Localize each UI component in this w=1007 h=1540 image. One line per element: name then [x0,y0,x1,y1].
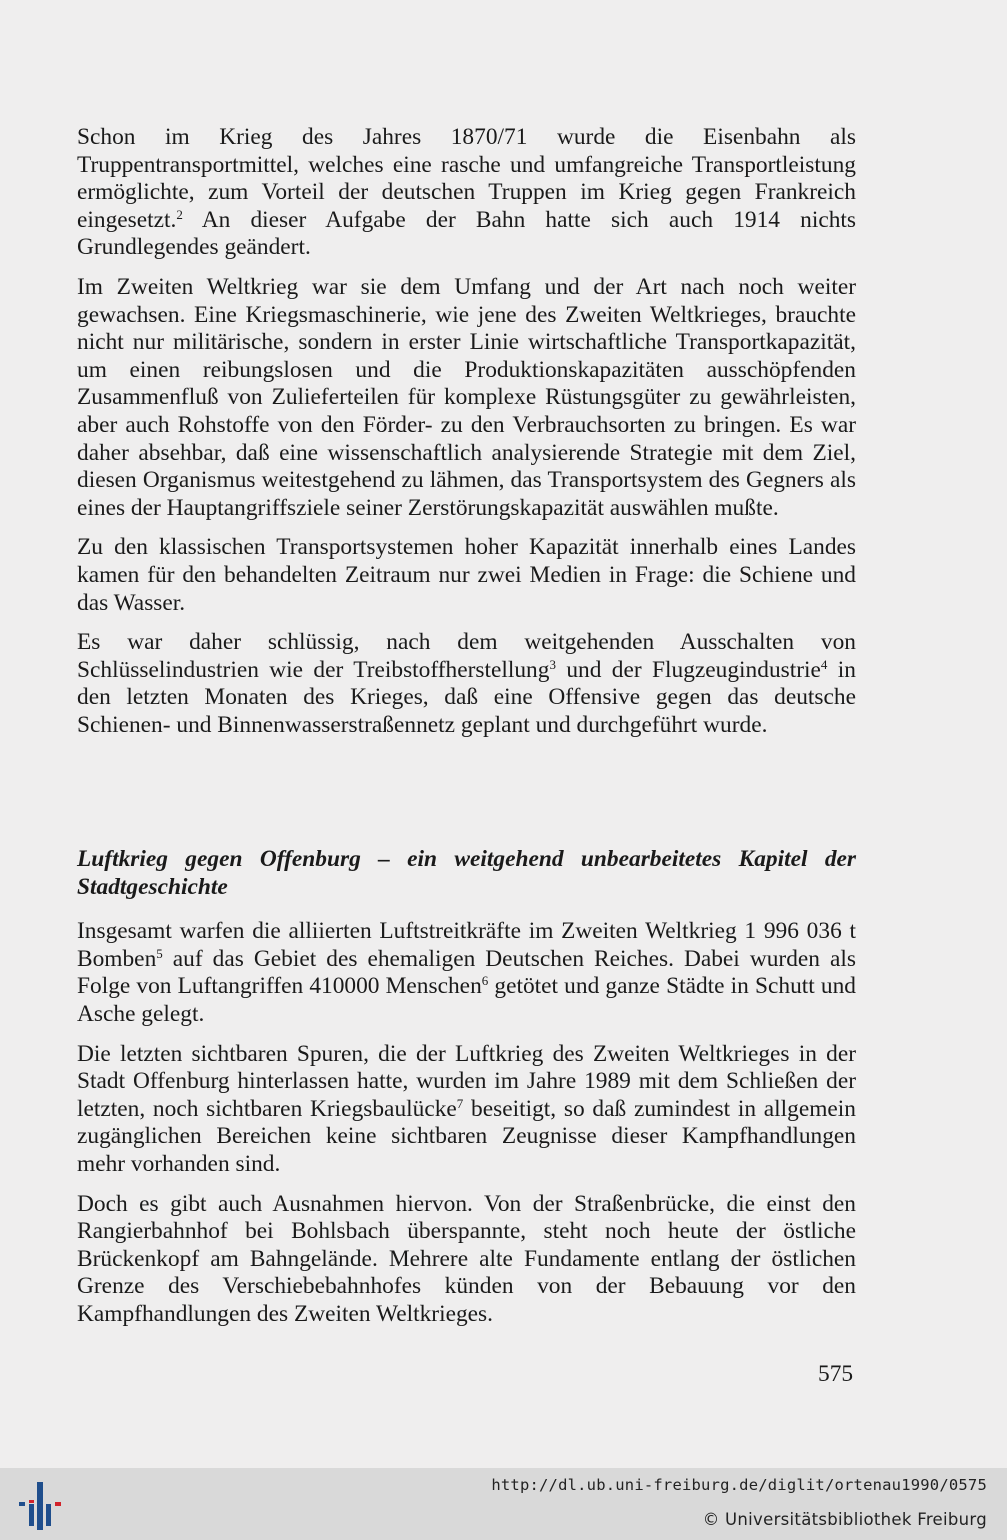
section-heading: Luftkrieg gegen Offenburg – ein weitgehend unbearbeitetes Kapitel der Stadtgeschichte [77,846,856,900]
paragraph: Es war daher schlüssig, nach dem weitgehenden Ausschalten von Schlüsselindustrien wie der Treibstoffherstellung$^3$ und der Flugzeugindustrie$^4$ in den letzten Monaten des Krieges, daß eine Offensive gegen das deutsche Schienen- und Binnenwasserstraßennetz geplant und durchgeführt wurde. [77,629,856,738]
footnote-marker: 5 [156,945,163,961]
paragraph: Die letzten sichtbaren Spuren, die der Luftkrieg des Zweiten Weltkrieges in der Stadt Offenburg hinterlassen hatte, wurden im Jahre 1989 mit dem Schließen der letzten, noch sichtbaren Kriegsbaulücke$^7$ beseitigt, so daß zumindest in allgemein zugänglichen Bereichen keine sichtbaren Zeugnisse dieser Kampfhandlungen mehr vorhanden sind. [77,1040,856,1177]
copyright-text: © Universitätsbibliothek Freiburg [702,1510,987,1529]
body-text-top [77,124,856,739]
footer-bar [0,1468,1007,1540]
paragraph: Zu den klassischen Transportsystemen hoher Kapazität innerhalb eines Landes kamen für den behandelten Zeitraum nur zwei Medien in Frage: die Schiene und das Wasser. [77,534,856,616]
paragraph: Schon im Krieg des Jahres 1870/71 wurde die Eisenbahn als Truppentransportmittel, welches eine rasche und umfangreiche Transportleistung ermöglichte, zum Vorteil der deutschen Truppen im Krieg gegen Frankreich eingesetzt.$^2$ An dieser Aufgabe der Bahn hatte sich auch 1914 nichts Grundlegendes geändert. [77,124,856,261]
paragraph: Im Zweiten Weltkrieg war sie dem Umfang und der Art nach noch weiter gewachsen. Eine Kriegsmaschinerie, wie jene des Zweiten Weltkrieges, brauchte nicht nur militärische, sondern in erster Linie wirtschaftliche Transportkapazität, um einen reibungslosen und die Produktionskapazitäten ausschöpfenden Zusammenfluß von Zulieferteilen für komplexe Rüstungsgüter zu gewährleisten, aber auch Rohstoffe von den Förder- zu den Verbrauchsorten zu bringen. Es war daher absehbar, daß eine wissenschaftlich analysierende Strategie mit dem Ziel, diesen Organismus weitestgehend zu lähmen, das Transportsystem des Gegners als eines der Hauptangriffsziele seiner Zerstörungskapazität auswählen mußte. [77,273,856,521]
source-url-link[interactable]: http://dl.ub.uni-freiburg.de/diglit/ortenau1990/0575 [491,1476,987,1494]
footnote-marker: 2 [176,206,183,222]
body-text-bottom [77,846,856,1329]
footnote-marker: 3 [549,656,556,672]
paragraph: Doch es gibt auch Ausnahmen hiervon. Von der Straßenbrücke, die einst den Rangierbahnhof bei Bohlsbach überspannte, steht noch heute der östliche Brückenkopf am Bahngelände. Mehrere alte Fundamente entlang der östlichen Grenze des Verschiebebahnhofes künden von der Bebauung vor den Kampfhandlungen des Zweiten Weltkrieges. [77,1190,856,1327]
page-number: 575 [818,1361,854,1387]
ub-freiburg-logo-icon[interactable] [15,1480,65,1530]
footnote-marker: 4 [820,656,828,672]
footnote-marker: 7 [456,1095,464,1111]
paragraph: Insgesamt warfen die alliierten Luftstreitkräfte im Zweiten Weltkrieg 1 996 036 t Bomben$^5$ auf das Gebiet des ehemaligen Deutschen Reiches. Dabei wurden als Folge von Luftangriffen 410000 Menschen$^6$ getötet und ganze Städte in Schutt und Asche gelegt. [77,918,856,1027]
footnote-marker: 6 [481,973,489,989]
